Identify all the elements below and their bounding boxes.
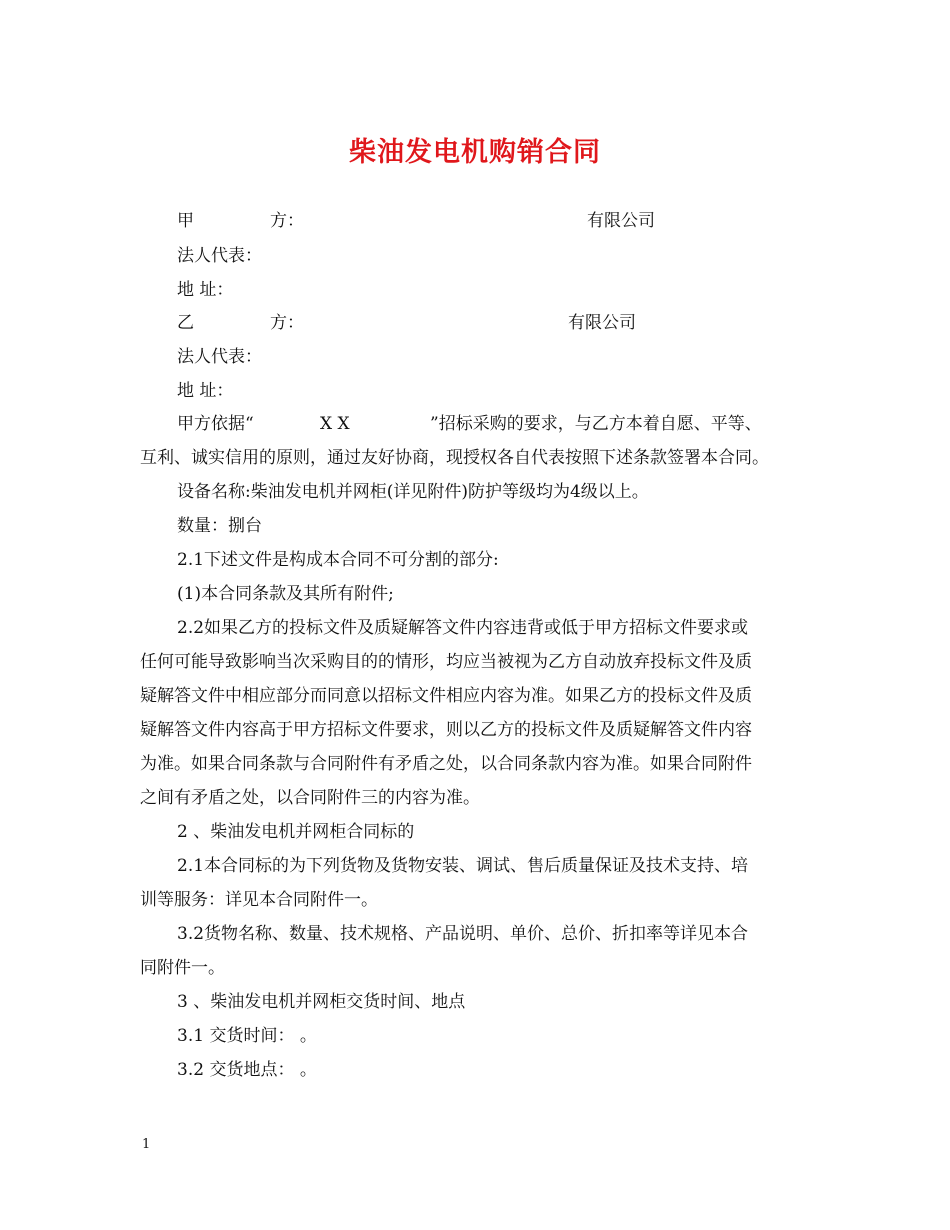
party-a-addr-label: 地 址：	[177, 280, 234, 300]
clause-2-2-line: 为准。如果合同条款与合同附件有矛盾之处，以合同条款内容为准。如果合同附件	[140, 754, 752, 774]
clause-item-1: (1)本合同条款及其所有附件;	[177, 584, 394, 604]
clause-2-1-scope-line: 2.1本合同标的为下列货物及货物安装、调试、售后质量保证及技术支持、培	[177, 856, 749, 876]
equipment-line: 设备名称:柴油发电机并网柜(详见附件)防护等级均为4级以上。	[177, 482, 649, 502]
clause-2-2-line: 2.2如果乙方的投标文件及质疑解答文件内容违背或低于甲方招标文件要求或	[177, 618, 749, 638]
clause-2-1-docs: 2.1下述文件是构成本合同不可分割的部分:	[177, 550, 499, 570]
party-b-label-2: 方：	[270, 313, 304, 333]
party-b-company: 有限公司	[568, 313, 636, 333]
clause-2-2-line: 任何可能导致影响当次采购目的的情形，均应当被视为乙方自动放弃投标文件及质	[140, 652, 752, 672]
page-number: 1	[142, 1137, 151, 1152]
clause-2-2-line: 疑解答文件内容高于甲方招标文件要求，则以乙方的投标文件及质疑解答文件内容	[140, 720, 752, 740]
party-a-company: 有限公司	[587, 211, 655, 231]
party-b-addr-label: 地 址：	[177, 381, 234, 401]
clause-2-2-line: 之间有矛盾之处，以合同附件三的内容为准。	[140, 788, 480, 808]
section-3-heading: 3 、柴油发电机并网柜交货时间、地点	[177, 992, 466, 1012]
section-2-heading: 2 、柴油发电机并网柜合同标的	[177, 822, 415, 842]
party-b-label-1: 乙	[177, 313, 194, 333]
intro-part2: ”招标采购的要求，与乙方本着自愿、平等、	[430, 414, 762, 434]
document-title: 柴油发电机购销合同	[349, 137, 601, 168]
clause-3-2-goods-line: 3.2货物名称、数量、技术规格、产品说明、单价、总价、折扣率等详见本合	[177, 924, 749, 944]
clause-3-2-delivery-place: 3.2 交货地点： 。	[177, 1060, 317, 1080]
quantity-line: 数量：捌台	[177, 516, 262, 536]
intro-part1: 甲方依据“	[177, 414, 254, 434]
party-a-rep-label: 法人代表：	[177, 246, 262, 266]
party-a-label-2: 方：	[270, 211, 304, 231]
intro-line-2: 互利、诚实信用的原则，通过友好协商，现授权各自代表按照下述条款签署本合同。	[140, 448, 769, 468]
party-a-label-1: 甲	[177, 211, 194, 231]
clause-3-2-goods-line: 同附件一。	[140, 958, 225, 978]
clause-2-1-scope-line: 训等服务：详见本合同附件一。	[140, 890, 378, 910]
clause-3-1-delivery-time: 3.1 交货时间： 。	[177, 1026, 317, 1046]
party-b-rep-label: 法人代表：	[177, 347, 262, 367]
intro-placeholder: X X	[320, 414, 350, 434]
clause-2-2-line: 疑解答文件中相应部分而同意以招标文件相应内容为准。如果乙方的投标文件及质	[140, 686, 752, 706]
